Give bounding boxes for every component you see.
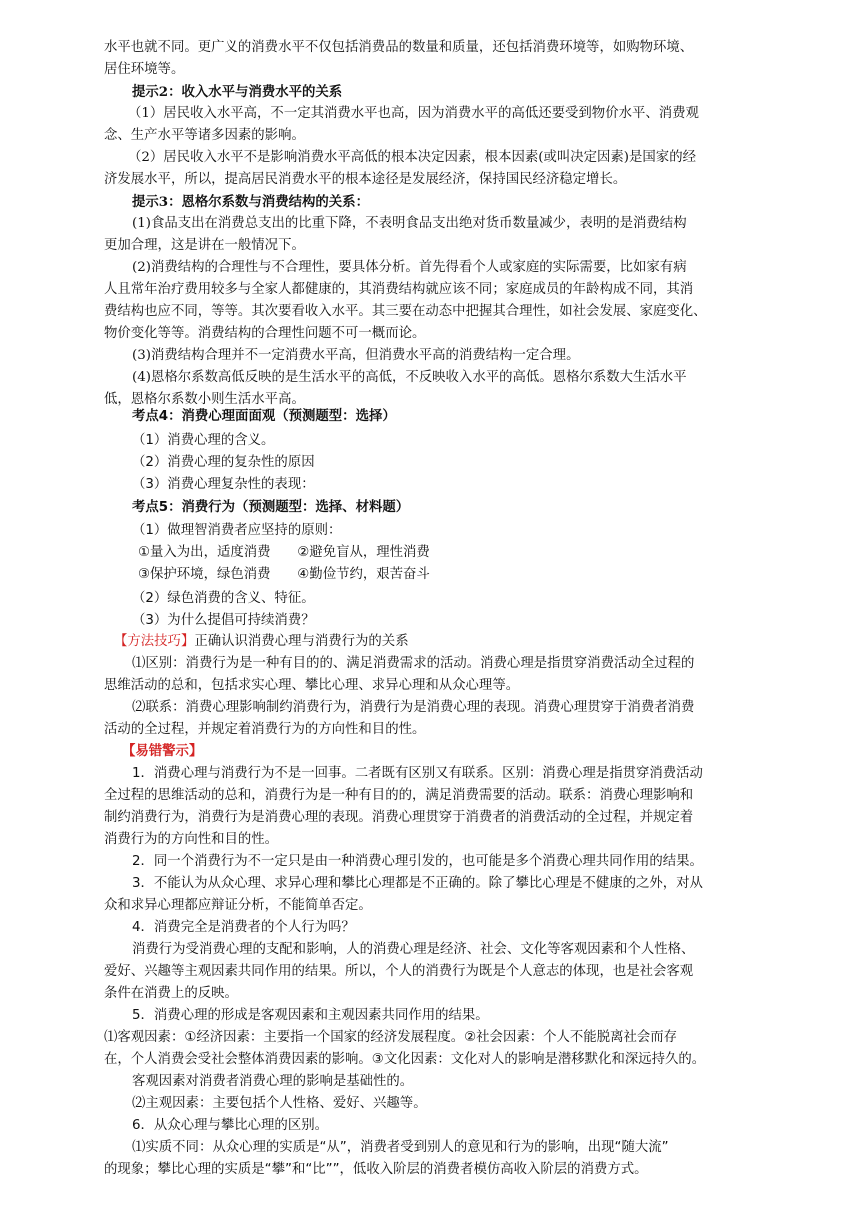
text-line: 众和求异心理都应辩证分析，不能简单否定。 (104, 898, 372, 913)
text-line: ⑴实质不同：从众心理的实质是“从”，消费者受到别人的意见和行为的影响，出现“随大流” (132, 1140, 669, 1155)
text-line: 2．同一个消费行为不一定只是由一种消费心理引发的，也可能是多个消费心理共同作用的结果。 (132, 854, 703, 869)
text-line: ⑴区别：消费行为是一种有目的的、满足消费需求的活动。消费心理是指贯穿消费活动全过程的 (132, 656, 695, 671)
tip-text: 正确认识消费心理与消费行为的关系 (194, 634, 409, 649)
text-line: 1．消费心理与消费行为不是一回事。二者既有区别又有联系。区别：消费心理是指贯穿消费活动 (132, 766, 703, 781)
text-line: (2)消费结构的合理性与不合理性，要具体分析。首先得看个人或家庭的实际需要，比如家有病 (132, 260, 687, 275)
text-line: 水平也就不同。更广义的消费水平不仅包括消费品的数量和质量，还包括消费环境等，如购物环境、 (104, 40, 694, 55)
text-line: （2）消费心理的复杂性的原因 (132, 455, 315, 470)
text-line: 6．从众心理与攀比心理的区别。 (132, 1118, 328, 1133)
text-line: 人且常年治疗费用较多与全家人都健康的，其消费结构就应该不同；家庭成员的年龄构成不同，其消 (104, 282, 694, 297)
text-line: 活动的全过程，并规定着消费行为的方向性和目的性。 (104, 722, 426, 737)
method-tag: 【方法技巧】 (114, 634, 195, 649)
text-line: 的现象；攀比心理的实质是“攀”和“比””，低收入阶层的消费者模仿高收入阶层的消费方式。 (104, 1162, 648, 1177)
text-line: 念、生产水平等诸多因素的影响。 (104, 128, 305, 143)
section-heading: 提示2：收入水平与消费水平的关系 (132, 84, 343, 100)
text-line: （1）做理智消费者应坚持的原则： (132, 523, 342, 538)
text-line: 条件在消费上的反映。 (104, 986, 238, 1001)
text-line: 更加合理，这是讲在一般情况下。 (104, 238, 305, 253)
text-line: 全过程的思维活动的总和，消费行为是一种有目的的，满足消费需要的活动。联系：消费心理影响和 (104, 788, 694, 803)
text-line: ⑵联系：消费心理影响制约消费行为，消费行为是消费心理的表现。消费心理贯穿于消费者消费 (132, 700, 695, 715)
text-line: （3）消费心理复杂性的表现： (132, 477, 315, 492)
text-line: 物价变化等等。消费结构的合理性问题不可一概而论。 (104, 326, 426, 341)
text-line: 在，个人消费会受社会整体消费因素的影响。③文化因素：文化对人的影响是潜移默化和深远持久的。 (104, 1052, 706, 1067)
text-line: 3．不能认为从众心理、求异心理和攀比心理都是不正确的。除了攀比心理是不健康的之外，对从 (132, 876, 703, 891)
text-line: （1）居民收入水平高，不一定其消费水平也高，因为消费水平的高低还要受到物价水平、消费观 (128, 106, 699, 121)
text-line: (3)消费结构合理并不一定消费水平高，但消费水平高的消费结构一定合理。 (132, 348, 580, 363)
text-line: ⑴客观因素：①经济因素：主要指一个国家的经济发展程度。②社会因素：个人不能脱离社会而存 (104, 1030, 678, 1045)
text-line: 制约消费行为，消费行为是消费心理的表现。消费心理贯穿于消费者的消费活动的全过程，并规定着 (104, 810, 694, 825)
text-line: （2）绿色消费的含义、特征。 (132, 591, 315, 606)
text-line: 消费行为的方向性和目的性。 (104, 832, 279, 847)
text-line: (4)恩格尔系数高低反映的是生活水平的高低，不反映收入水平的高低。恩格尔系数大生活水平 (132, 370, 687, 385)
text-line: 4．消费完全是消费者的个人行为吗？ (132, 920, 355, 935)
section-heading: 考点5：消费行为（预测题型：选择、材料题） (132, 500, 410, 515)
text-line: （3）为什么提倡可持续消费？ (132, 613, 315, 628)
text-line: ③保护环境，绿色消费 ④勤俭节约，艰苦奋斗 (138, 567, 430, 582)
text-line: （1）消费心理的含义。 (132, 433, 275, 448)
text-line: （2）居民收入水平不是影响消费水平高低的根本决定因素，根本因素(或叫决定因素)是国家的经 (128, 150, 696, 165)
text-line: 消费行为受消费心理的支配和影响，人的消费心理是经济、社会、文化等客观因素和个人性格、 (132, 942, 695, 957)
text-line: ①量入为出，适度消费 ②避免盲从，理性消费 (138, 545, 430, 560)
text-line: 低，恩格尔系数小则生活水平高。 (104, 392, 305, 407)
tip-line (114, 631, 409, 653)
text-line: ⑵主观因素：主要包括个人性格、爱好、兴趣等。 (132, 1096, 427, 1111)
text-line: 爱好、兴趣等主观因素共同作用的结果。所以，个人的消费行为既是个人意志的体现，也是社会客观 (104, 964, 694, 979)
warning-tag: 【易错警示】 (122, 744, 203, 759)
section-heading: 考点4：消费心理面面观（预测题型：选择） (132, 409, 396, 424)
text-line: 客观因素对消费者消费心理的影响是基础性的。 (132, 1074, 414, 1089)
text-line: 思维活动的总和，包括求实心理、攀比心理、求异心理和从众心理等。 (104, 678, 520, 693)
section-heading: 提示3：恩格尔系数与消费结构的关系： (132, 194, 369, 210)
text-line: 费结构也应不同，等等。其次要看收入水平。其三要在动态中把握其合理性，如社会发展、家庭变化、 (104, 304, 707, 319)
text-line: 济发展水平，所以，提高居民消费水平的根本途径是发展经济，保持国民经济稳定增长。 (104, 172, 627, 187)
text-line: (1)食品支出在消费总支出的比重下降，不表明食品支出绝对货币数量减少，表明的是消费结构 (132, 216, 687, 231)
text-line: 居住环境等。 (104, 62, 185, 77)
text-line: 5．消费心理的形成是客观因素和主观因素共同作用的结果。 (132, 1008, 489, 1023)
